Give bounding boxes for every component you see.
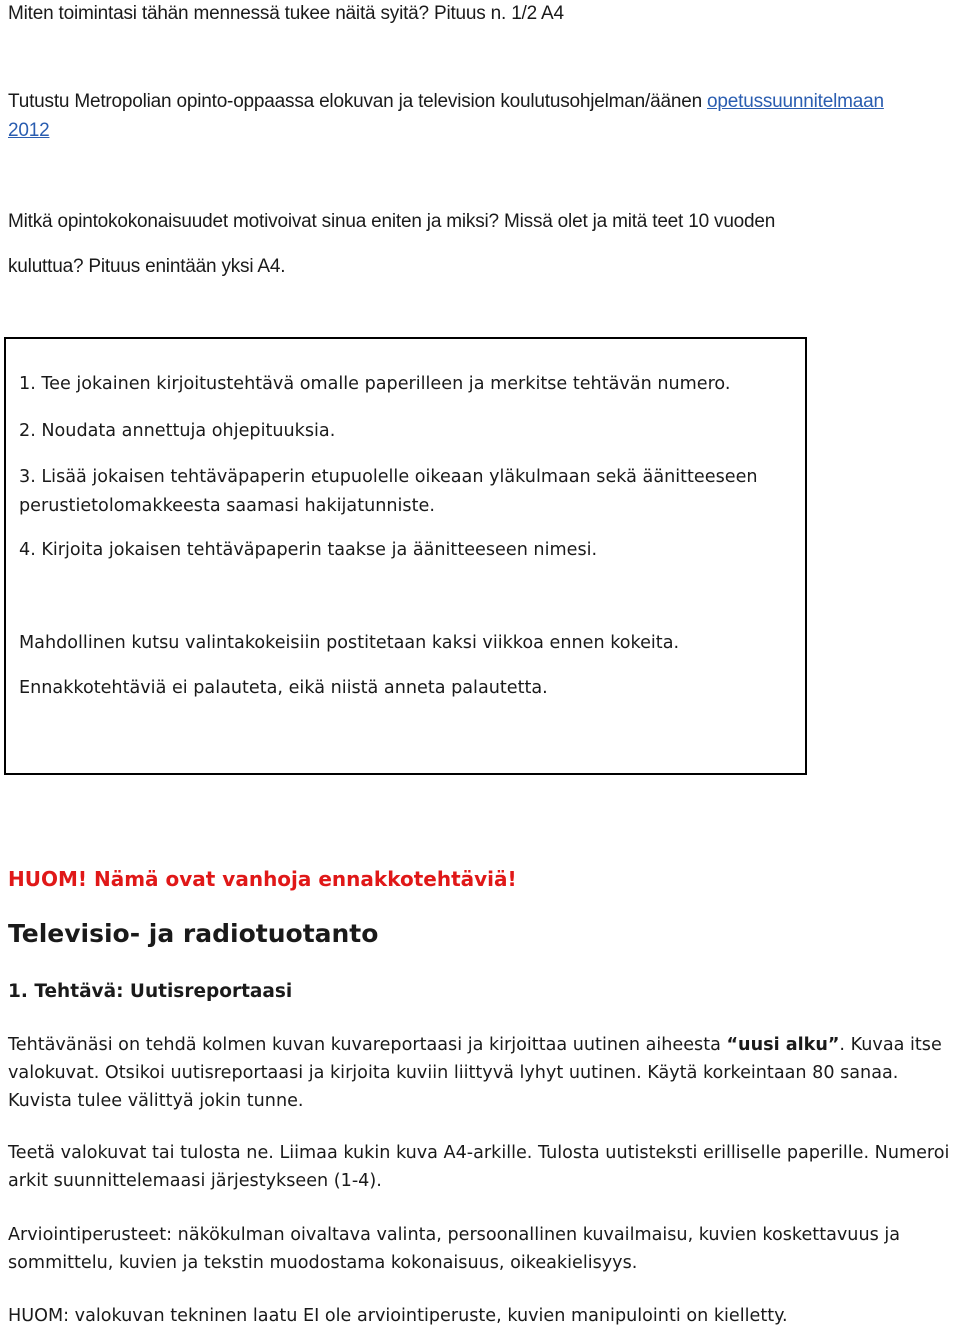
- task-topic: “uusi alku”: [726, 1035, 840, 1055]
- task-paragraph-1-line-3: Kuvista tulee välittyä jokin tunne.: [8, 1091, 304, 1111]
- instruction-item-3b: perustietolomakkeesta saamasi hakijatunniste.: [19, 496, 435, 516]
- task-paragraph-4: HUOM: valokuvan tekninen laatu EI ole arviointiperuste, kuvien manipulointi on kielletty.: [8, 1306, 788, 1326]
- task-p1-post: . Kuvaa itse: [839, 1035, 942, 1055]
- intro-line-5: kuluttua? Pituus enintään yksi A4.: [8, 256, 286, 277]
- instruction-item-1: 1. Tee jokainen kirjoitustehtävä omalle paperilleen ja merkitse tehtävän numero.: [19, 374, 731, 394]
- instruction-item-2: 2. Noudata annettuja ohjepituuksia.: [19, 421, 336, 441]
- task-paragraph-2-line-2: arkit suunnittelemaasi järjestykseen (1-4).: [8, 1171, 382, 1191]
- section-title: Televisio- ja radiotuotanto: [8, 919, 379, 948]
- task-paragraph-3-line-1: Arviointiperusteet: näkökulman oivaltava valinta, persoonallinen kuvailmaisu, kuvien koskettavuus ja: [8, 1225, 901, 1245]
- task-paragraph-2-line-1: Teetä valokuvat tai tulosta ne. Liimaa kukin kuva A4-arkille. Tulosta uutisteksti erilliselle paperille. Numeroi: [8, 1143, 950, 1163]
- task-title: 1. Tehtävä: Uutisreportaasi: [8, 981, 293, 1002]
- instruction-note-1: Mahdollinen kutsu valintakokeisiin postitetaan kaksi viikkoa ennen kokeita.: [19, 633, 680, 653]
- task-paragraph-1-line-2: valokuvat. Otsikoi uutisreportaasi ja kirjoita kuviin liittyvä lyhyt uutinen. Käytä korkeintaan 80 sanaa.: [8, 1063, 899, 1083]
- curriculum-link-year[interactable]: 2012: [8, 120, 50, 141]
- task-paragraph-1-line-1: [8, 1035, 942, 1055]
- instruction-item-4: 4. Kirjoita jokaisen tehtäväpaperin taakse ja äänitteeseen nimesi.: [19, 540, 598, 560]
- task-p1-pre: Tehtävänäsi on tehdä kolmen kuvan kuvareportaasi ja kirjoittaa uutinen aiheesta: [8, 1035, 727, 1055]
- old-tasks-warning: HUOM! Nämä ovat vanhoja ennakkotehtäviä!: [8, 867, 517, 891]
- instruction-item-3a: 3. Lisää jokaisen tehtäväpaperin etupuolelle oikeaan yläkulmaan sekä äänitteeseen: [19, 467, 758, 487]
- intro-line-2-text: Tutustu Metropolian opinto-oppaassa elokuvan ja television koulutusohjelman/äänen: [8, 91, 708, 112]
- task-paragraph-3-line-2: sommittelu, kuvien ja tekstin muodostama kokonaisuus, oikeakielisyys.: [8, 1253, 638, 1273]
- intro-line-1: Miten toimintasi tähän mennessä tukee näitä syitä? Pituus n. 1/2 A4: [8, 3, 564, 24]
- curriculum-link[interactable]: opetussuunnitelmaan: [707, 91, 884, 112]
- intro-line-2: [8, 91, 884, 113]
- intro-line-3: [8, 120, 49, 142]
- intro-line-4: Mitkä opintokokonaisuudet motivoivat sinua eniten ja miksi? Missä olet ja mitä teet 10 vuoden: [8, 211, 776, 232]
- instruction-note-2: Ennakkotehtäviä ei palauteta, eikä niistä anneta palautetta.: [19, 678, 548, 698]
